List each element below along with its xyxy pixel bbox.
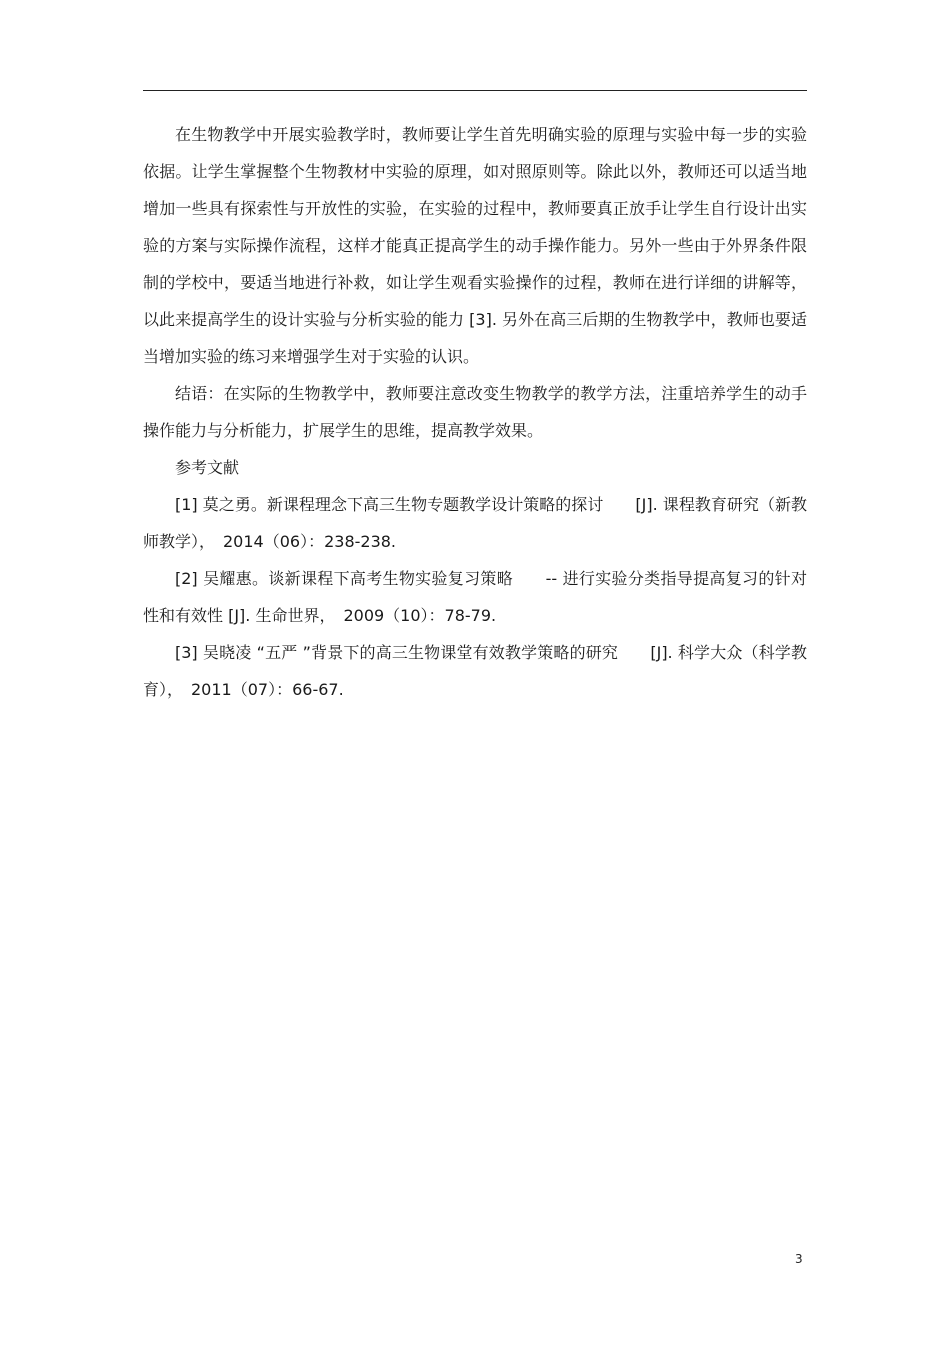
body-paragraph-1: 在生物教学中开展实验教学时，教师要让学生首先明确实验的原理与实验中每一步的实验依据。让学生掌握整个生物教材中实验的原理，如对照原则等。除此以外，教师还可以适当地增加一些具有探索性与开放性的实验，在实验的过程中，教师要真正放手让学生自行设计出实验的方案与实际操作流程，这样才能真正提高学生的动手操作能力。另外一些由于外界条件限制的学校中，要适当地进行补救，如让学生观看实验操作的过程，教师在进行详细的讲解等，以此来提高学生的设计实验与分析实验的能力 [3]. 另外在高三后期的生物教学中，教师也要适当增加实验的练习来增强学生对于实验的认识。 bbox=[143, 125, 807, 366]
reference-item-1: [1] 莫之勇。新课程理念下高三生物专题教学设计策略的探讨 [J]. 课程教育研究（新教师教学）， 2014（06）：238-238. bbox=[143, 495, 807, 551]
page-content bbox=[143, 116, 807, 708]
body-paragraph-2: 结语：在实际的生物教学中，教师要注意改变生物教学的教学方法，注重培养学生的动手操作能力与分析能力，扩展学生的思维，提高教学效果。 bbox=[143, 384, 807, 440]
page-number: 3 bbox=[795, 1252, 803, 1266]
reference-item-3: [3] 吴晓凌 “五严 ”背景下的高三生物课堂有效教学策略的研究 [J]. 科学大众（科学教育）， 2011（07）：66-67. bbox=[143, 643, 807, 699]
header-rule bbox=[143, 90, 807, 91]
reference-item-2: [2] 吴耀惠。谈新课程下高考生物实验复习策略 -- 进行实验分类指导提高复习的针对性和有效性 [J]. 生命世界， 2009（10）：78-79. bbox=[143, 569, 807, 625]
references-heading: 参考文献 bbox=[175, 458, 240, 477]
